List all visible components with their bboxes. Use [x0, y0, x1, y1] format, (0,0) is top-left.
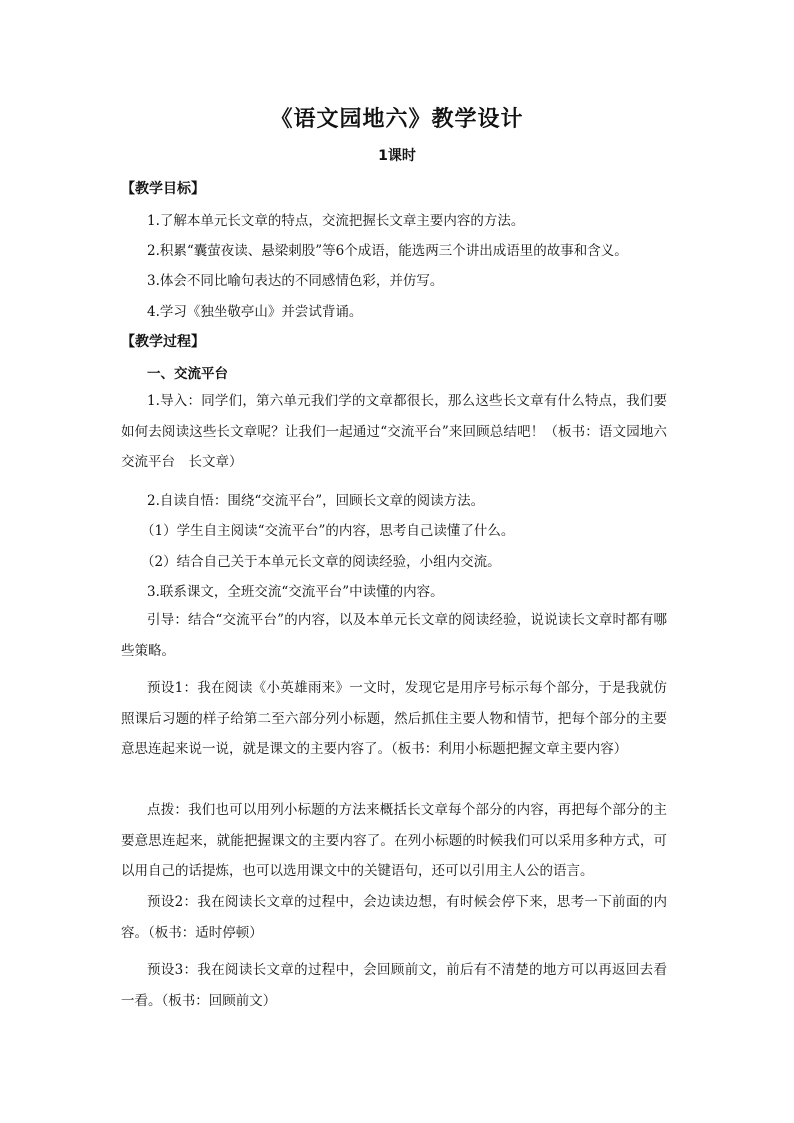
paragraph-preset-3: 预设3：我在阅读长文章的过程中，会回顾前文，前后有不清楚的地方可以再返回去看一看。（板书：回顾前文）: [121, 962, 667, 1009]
document-title: 《语文园地六》教学设计: [270, 107, 524, 132]
paragraph-preset-2: 预设2：我在阅读长文章的过程中，会边读边想，有时候会停下来，思考一下前面的内容。（板书：适时停顿）: [121, 894, 667, 941]
paragraph-tip: 点拨：我们也可以用列小标题的方法来概括长文章每个部分的内容，再把每个部分的主要意思连起来，就能把握课文的主要内容了。在列小标题的时候我们可以采用多种方式，可以用自己的话提炼，也可以选用课文中的关键语句，还可以引用主人公的语言。: [121, 802, 667, 879]
goal-item: 3.体会不同比喻句表达的不同感情色彩，并仿写。: [147, 273, 444, 289]
paragraph-class-share: 3.联系课文，全班交流“交流平台”中读懂的内容。: [147, 584, 444, 600]
goals-heading: 【教学目标】: [121, 181, 205, 197]
goal-item: 2.积累“囊萤夜读、悬梁刺股”等6个成语，能选两三个讲出成语里的故事和含义。: [147, 243, 628, 259]
paragraph-guide: 引导：结合“交流平台”的内容，以及本单元长文章的阅读经验，说说读长文章时都有哪些策略。: [121, 612, 667, 659]
process-heading: 【教学过程】: [121, 334, 205, 350]
goal-item: 4.学习《独坐敬亭山》并尝试背诵。: [147, 304, 363, 320]
paragraph-intro: 1.导入：同学们，第六单元我们学的文章都很长，那么这些长文章有什么特点，我们要如何去阅读这些长文章呢？让我们一起通过“交流平台”来回顾总结吧！（板书：语文园地六 交流平台 长文章）: [121, 393, 681, 470]
process-subheading: 一、交流平台: [147, 366, 228, 382]
paragraph-preset-1: 预设1：我在阅读《小英雄雨来》一文时，发现它是用序号标示每个部分，于是我就仿照课后习题的样子给第二至六部分列小标题，然后抓住主要人物和情节，把每个部分的主要意思连起来说一说，就是课文的主要内容了。（板书：利用小标题把握文章主要内容）: [121, 680, 667, 757]
paragraph-self-study-1: （1）学生自主阅读“交流平台”的内容，思考自己读懂了什么。: [141, 523, 515, 539]
paragraph-self-study: 2.自读自悟：围绕“交流平台”，回顾长文章的阅读方法。: [147, 493, 485, 509]
document-subtitle: 1课时: [378, 148, 416, 164]
paragraph-self-study-2: （2）结合自己关于本单元长文章的阅读经验，小组内交流。: [141, 554, 501, 570]
goal-item: 1.了解本单元长文章的特点，交流把握长文章主要内容的方法。: [147, 213, 525, 229]
